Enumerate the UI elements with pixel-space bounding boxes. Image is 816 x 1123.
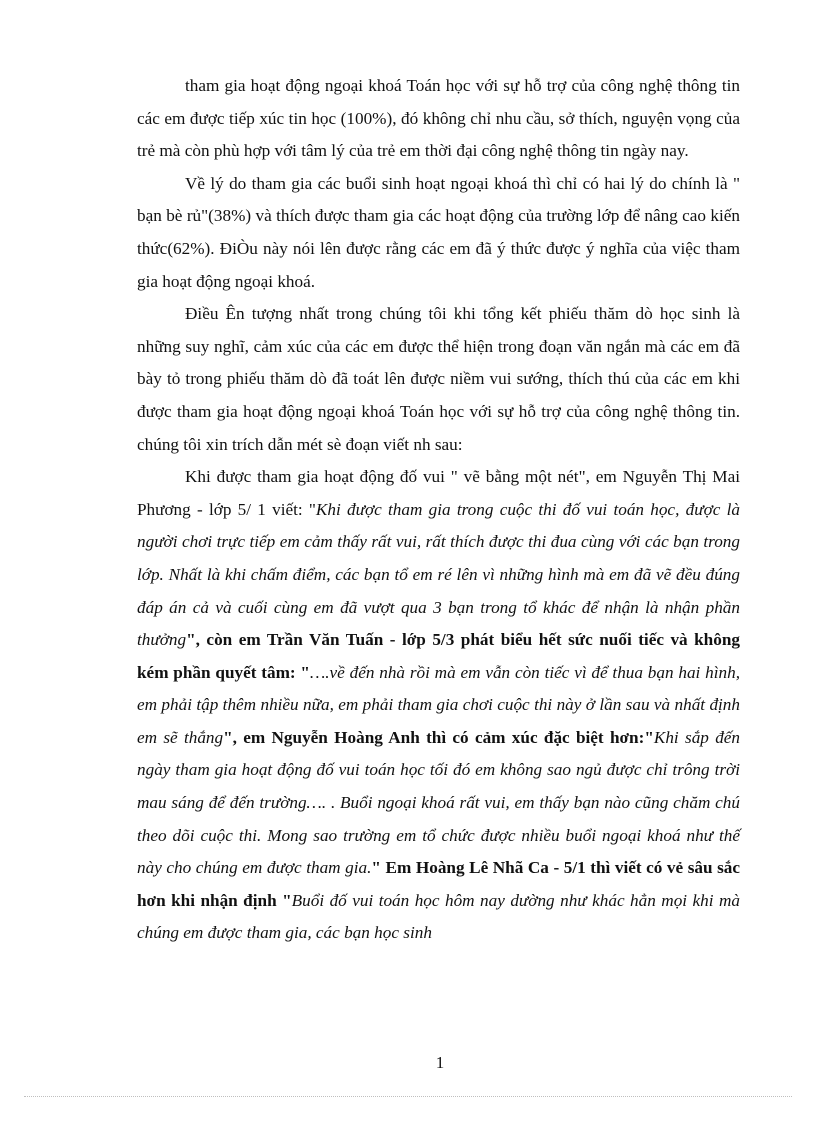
quote-3: Khi sắp đến ngày tham gia hoạt động đố vui toán học tối đó em không sao ngủ được chỉ trông trời mau sáng để đến trường…. . Buổi ngoại khoá rất vui, em thấy bạn nào cũng chăm chú theo dõi cuộc thi. Mong sao trường em tổ chức được nhiều buổi ngoại khoá như thế này cho chúng em được tham gia.: [137, 727, 741, 878]
page-number: 1: [435, 1053, 445, 1072]
quote-1: Khi được tham gia trong cuộc thi đố vui toán học, được là người chơi trực tiếp em cảm thấy rất vui, rất thích được thi đua cùng với các bạn trong lớp. Nhất là khi chấm điểm, các bạn tổ em ré lên vì những hình mà em đã vẽ đều đúng đáp án cả và cuối cùng em đã vượt qua 3 bạn trong tổ khác để nhận là nhận phần thưởng: [137, 499, 740, 650]
quote-4: Buổi đố vui toán học hôm nay dường như khác hẳn mọi khi mà chúng em được tham gia, các bạn học sinh: [137, 890, 741, 943]
paragraph-3: Điều Ên tượng nhất trong chúng tôi khi tổng kết phiếu thăm dò học sinh là những suy nghĩ, cảm xúc của các em được thể hiện trong đoạn văn ngắn mà các em đã bày tỏ trong phiếu thăm dò đã toát lên được niềm vui sướng, thích thú của các em khi được tham gia hoạt động ngoại khoá Toán học với sự hỗ trợ của công nghệ thông tin. chúng tôi xin trích dẫn mét sè đoạn viết nh sau:: [137, 304, 740, 454]
quote-2: ….về đến nhà rồi mà em vẫn còn tiếc vì để thua bạn hai hình, em phải tập thêm nhiều nữa, em phải tham gia chơi cuộc thi này ở lần sau và nhất định em sẽ thắng: [137, 662, 740, 747]
paragraph-2: Về lý do tham gia các buổi sinh hoạt ngoại khoá thì chỉ có hai lý do chính là " bạn bè rủ"(38%) và thích được tham gia các hoạt động của trường lớp để nâng cao kiến thức(62%). ĐiÒu này nói lên được rằng các em đã ý thức được ý nghĩa của việc tham gia hoạt động ngoại khoá.: [137, 173, 740, 291]
footer-divider: [24, 1096, 792, 1097]
paragraph-4-text-2: ", còn em Trần Văn Tuấn - lớp 5/3 phát biểu hết sức nuối tiếc và không kém phần quyết tâm: ": [137, 630, 740, 682]
paragraph-1: tham gia hoạt động ngoại khoá Toán học với sự hỗ trợ của công nghệ thông tin các em được tiếp xúc tin học (100%), đó không chỉ nhu cầu, sở thích, nguyện vọng của trẻ mà còn phù hợp với tâm lý của trẻ em thời đại công nghệ thông tin ngày nay.: [137, 76, 740, 161]
document-body: [137, 70, 740, 950]
paragraph-4-text-3: ", em Nguyễn Hoàng Anh thì có cảm xúc đặc biệt hơn:": [223, 727, 654, 747]
paragraph-4-text-1: Khi được tham gia hoạt động đố vui " vẽ bằng một nét", em Nguyễn Thị Mai Phương - lớp 5/ 1 viết: ": [137, 467, 740, 519]
paragraph-4: [137, 461, 740, 950]
paragraph-4-text-4: " Em Hoàng Lê Nhã Ca - 5/1 thì viết có vẻ sâu sắc hơn khi nhận định ": [137, 858, 740, 910]
